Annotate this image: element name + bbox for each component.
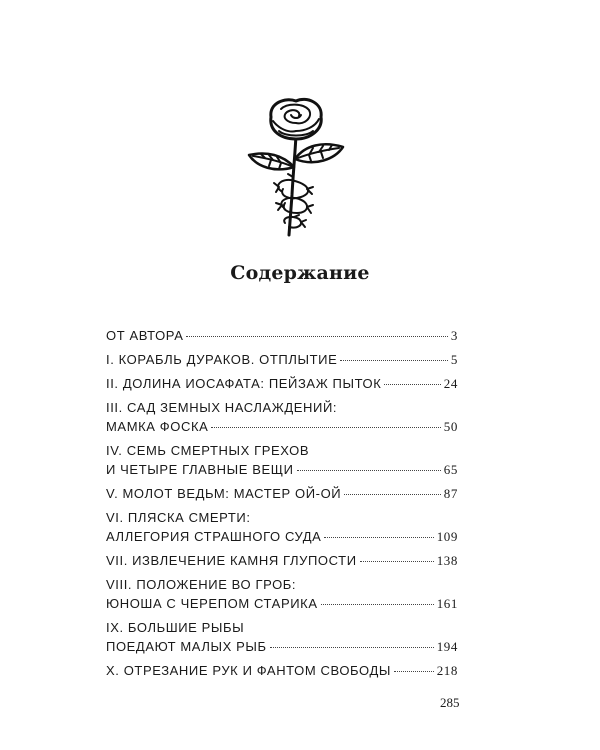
toc-entry-title: V. МОЛОТ ВЕДЬМ: МАСТЕР ОЙ-ОЙ	[106, 486, 342, 501]
toc-entry-page: 161	[436, 596, 458, 611]
toc-entry-title: III. САД ЗЕМНЫХ НАСЛАЖДЕНИЙ:	[106, 400, 338, 415]
toc-entry-title: II. ДОЛИНА ИОСАФАТА: ПЕЙЗАЖ ПЫТОК	[106, 376, 382, 391]
toc-entry-title: IV. СЕМЬ СМЕРТНЫХ ГРЕХОВ	[106, 443, 310, 458]
rose-with-barbed-wire-icon	[243, 95, 349, 240]
toc-entry	[106, 350, 458, 369]
toc-entry-title: VII. ИЗВЛЕЧЕНИЕ КАМНЯ ГЛУПОСТИ	[106, 553, 357, 568]
toc-entry	[106, 508, 458, 546]
toc-entry-page: 218	[436, 663, 458, 678]
toc-entry-page: 87	[443, 486, 458, 501]
page-title: Содержание	[230, 262, 370, 284]
toc-entry-title: VI. ПЛЯСКА СМЕРТИ:	[106, 510, 251, 525]
toc-entry-title: I. КОРАБЛЬ ДУРАКОВ. ОТПЛЫТИЕ	[106, 352, 338, 367]
toc-entry-page: 138	[436, 553, 458, 568]
toc-entry	[106, 374, 458, 393]
toc-entry-subtitle: АЛЛЕГОРИЯ СТРАШНОГО СУДА	[106, 529, 322, 544]
toc-entry	[106, 551, 458, 570]
page-number: 285	[440, 695, 460, 710]
toc-entry-page: 3	[450, 328, 458, 343]
toc-entry-page: 109	[436, 529, 458, 544]
toc-entry-page: 65	[443, 462, 458, 477]
toc-entry-page: 194	[436, 639, 458, 654]
toc-entry-subtitle: И ЧЕТЫРЕ ГЛАВНЫЕ ВЕЩИ	[106, 462, 294, 477]
toc-entry	[106, 618, 458, 656]
toc-entry	[106, 484, 458, 503]
toc-entry-title: VIII. ПОЛОЖЕНИЕ ВО ГРОБ:	[106, 577, 297, 592]
toc-entry	[106, 661, 458, 680]
toc-entry-title: ОТ АВТОРА	[106, 328, 184, 343]
toc-entry	[106, 398, 458, 436]
toc-entry-subtitle: МАМКА ФОСКА	[106, 419, 209, 434]
toc-entry-subtitle: ПОЕДАЮТ МАЛЫХ РЫБ	[106, 639, 267, 654]
toc-entry-title: X. ОТРЕЗАНИЕ РУК И ФАНТОМ СВОБОДЫ	[106, 663, 391, 678]
toc-entry	[106, 441, 458, 479]
table-of-contents	[106, 326, 458, 685]
toc-entry-page: 24	[443, 376, 458, 391]
toc-entry-page: 5	[450, 352, 458, 367]
toc-entry-page: 50	[443, 419, 458, 434]
toc-entry-title: IX. БОЛЬШИЕ РЫБЫ	[106, 620, 245, 635]
toc-entry-subtitle: ЮНОША С ЧЕРЕПОМ СТАРИКА	[106, 596, 318, 611]
toc-entry	[106, 326, 458, 345]
toc-entry	[106, 575, 458, 613]
